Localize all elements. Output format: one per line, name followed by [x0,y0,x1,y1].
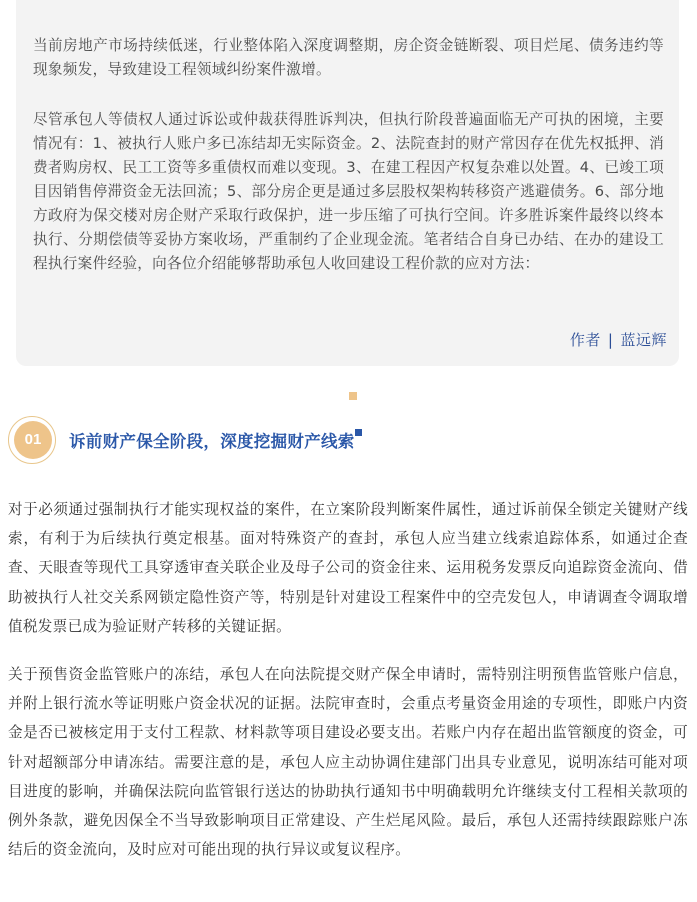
section-number-badge [8,416,56,464]
body-paragraph-1: 对于必须通过强制执行才能实现权益的案件，在立案阶段判断案件属性，通过诉前保全锁定关键财产线索，有利于为后续执行奠定根基。面对特殊资产的查封，承包人应当建立线索追踪体系，如通过企查查、天眼查等现代工具穿透审查关联企业及母子公司的资金往来、运用税务发票反向追踪资金流向、借助被执行人社交关系网锁定隐性资产等，特别是针对建设工程案件中的空壳发包人，申请调查令调取增值税发票已成为验证财产转移的关键证据。 [8,501,688,635]
intro-card [16,0,679,366]
decorative-gold-square [349,392,357,400]
author-line [570,329,667,350]
decorative-blue-square [355,429,362,436]
section-number: 01 [24,431,42,448]
body-paragraph-2: 关于预售资金监管账户的冻结，承包人在向法院提交财产保全申请时，需特别注明预售监管账户信息，并附上银行流水等证明账户资金状况的证据。法院审查时，会重点考量资金用途的专项性，即账户内资金是否已被核定用于支付工程款、材料款等项目建设必要支出。若账户内存在超出监管额度的资金，可针对超额部分申请冻结。需要注意的是，承包人应主动协调住建部门出具专业意见，说明冻结可能对项目进度的影响，并确保法院向监管银行送达的协助执行通知书中明确载明允许继续支付工程相关款项的例外条款，避免因保全不当导致影响项目正常建设、产生烂尾风险。最后，承包人还需持续跟踪账户冻结后的资金流向，及时应对可能出现的执行异议或复议程序。 [8,666,688,859]
section-header [8,392,408,472]
intro-paragraph-2: 尽管承包人等债权人通过诉讼或仲裁获得胜诉判决，但执行阶段普遍面临无产可执的困境，主要情况有：1、被执行人账户多已冻结却无实际资金。2、法院查封的财产常因存在优先权抵押、消费者购房权、民工工资等多重债权而难以变现。3、在建工程因产权复杂难以处置。4、已竣工项目因销售停滞资金无法回流；5、部分房企更是通过多层股权架构转移资产逃避债务。6、部分地方政府为保交楼对房企财产采取行政保护，进一步压缩了可执行空间。许多胜诉案件最终以终本执行、分期偿债等妥协方案收场，严重制约了企业现金流。笔者结合自身已办结、在办的建设工程执行案件经验，向各位介绍能够帮助承包人收回建设工程价款的应对方法： [33,111,664,272]
author-name: 蓝远辉 [620,331,667,349]
intro-paragraph-1: 当前房地产市场持续低迷，行业整体陷入深度调整期，房企资金链断裂、项目烂尾、债务违约等现象频发，导致建设工程领域纠纷案件激增。 [33,37,664,78]
section-title: 诉前财产保全阶段，深度挖掘财产线索 [69,432,355,451]
author-separator: | [607,331,614,349]
author-label: 作者 [569,331,601,349]
